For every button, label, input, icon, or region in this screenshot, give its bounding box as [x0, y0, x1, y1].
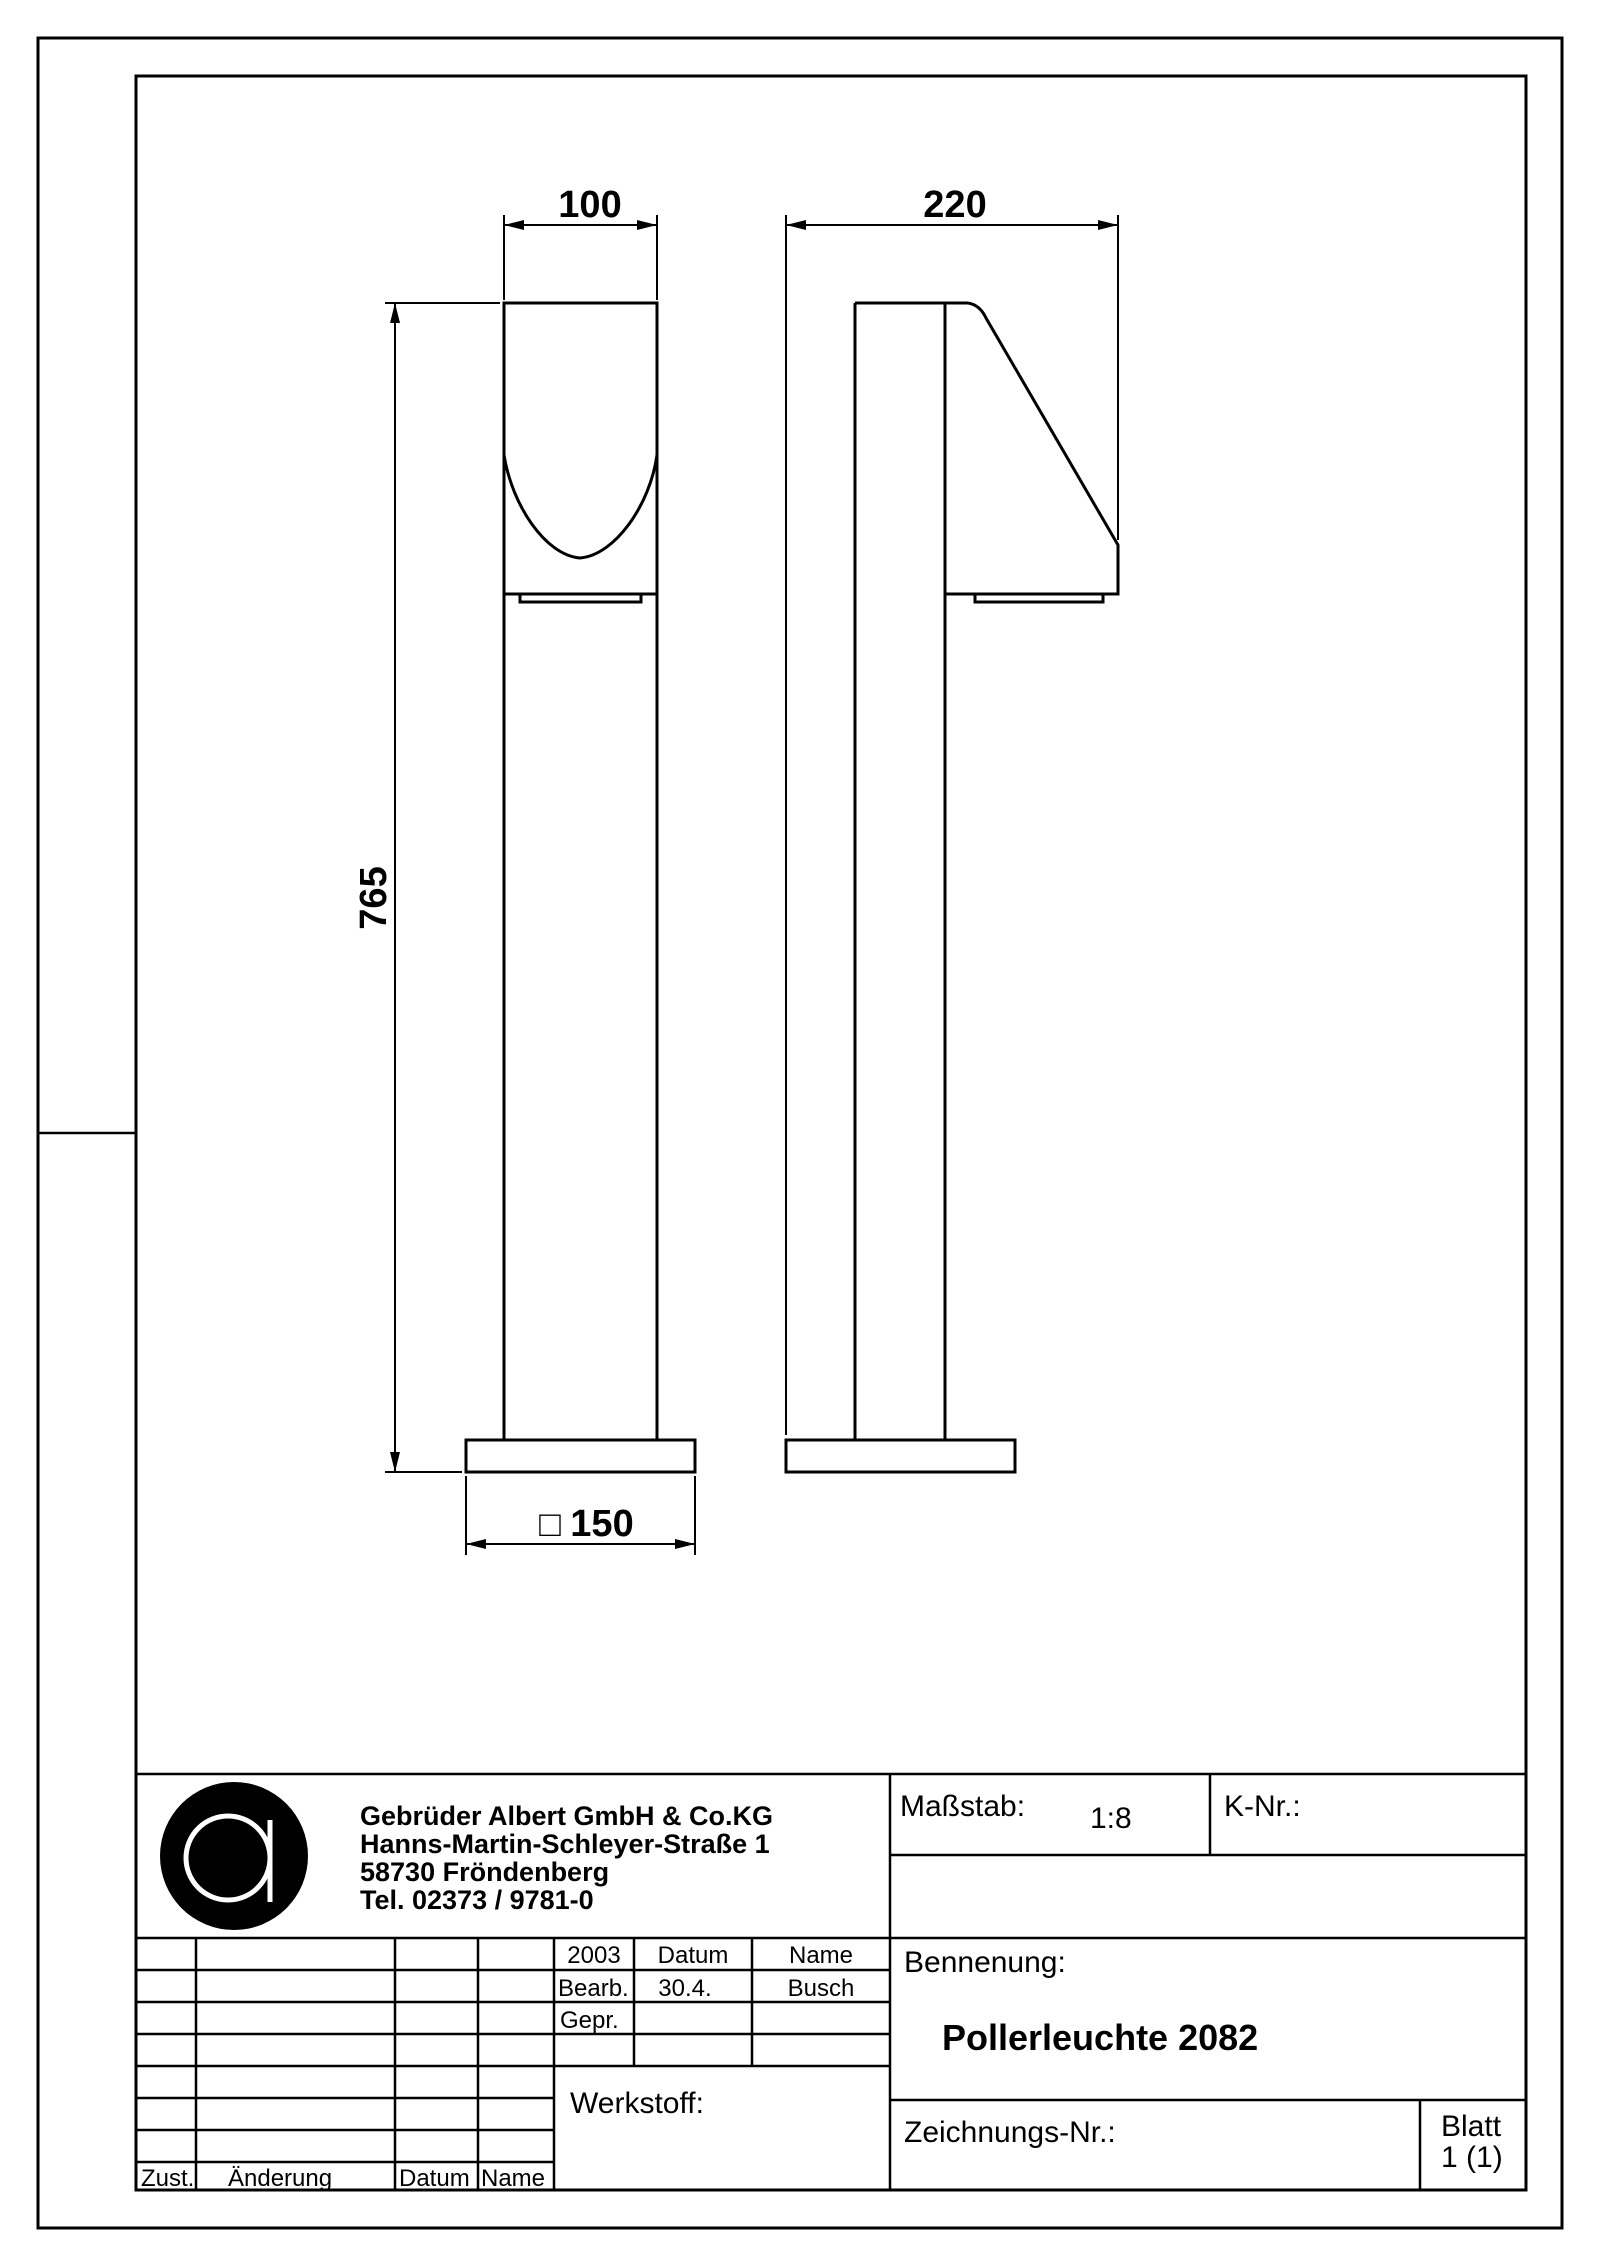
front-head-bottom-plate: [520, 594, 641, 602]
rev-aenderung: Änderung: [228, 2165, 333, 2192]
front-lens-cutout: [504, 455, 657, 558]
side-view: [786, 303, 1118, 1472]
zeichnungs-label: Zeichnungs-Nr.:: [904, 2116, 1116, 2149]
dim-height-label: 765: [353, 866, 395, 930]
company-street: Hanns-Martin-Schleyer-Straße 1: [360, 1829, 770, 1859]
dim-width-label: 100: [558, 184, 622, 226]
company-phone: Tel. 02373 / 9781-0: [360, 1885, 594, 1915]
side-head-bottom-plate: [975, 594, 1103, 602]
front-view: [466, 303, 695, 1472]
bearb-date: 30.4.: [658, 1975, 712, 2002]
werkstoff-label: Werkstoff:: [570, 2087, 704, 2120]
datum-header: Datum: [657, 1942, 729, 1969]
dimension-lines: [385, 215, 1118, 1555]
company-logo: [160, 1782, 308, 1930]
company-city: 58730 Fröndenberg: [360, 1857, 610, 1887]
rev-zust: Zust.: [141, 2165, 195, 2192]
dim-base-label: 150: [570, 1503, 634, 1545]
knr-label: K-Nr.:: [1224, 1790, 1301, 1823]
name-header: Name: [788, 1942, 854, 1969]
front-base-plate: [466, 1440, 695, 1472]
rev-name: Name: [481, 2165, 546, 2192]
side-head-slope: [945, 303, 1118, 594]
blatt-label: Blatt: [1441, 2110, 1502, 2143]
dim-depth-label: 220: [923, 184, 987, 226]
bearb-label: Bearb.: [558, 1975, 629, 2002]
year-cell: 2003: [567, 1942, 621, 1969]
bearb-name: Busch: [787, 1975, 855, 2002]
scale-label: Maßstab:: [900, 1790, 1026, 1823]
benennung-label: Bennenung:: [904, 1946, 1066, 1979]
blatt-value: 1 (1): [1441, 2141, 1503, 2174]
dim-base-symbol: □: [539, 1503, 561, 1544]
drawing-title: Pollerleuchte 2082: [942, 2017, 1259, 2058]
side-base-plate: [786, 1440, 1015, 1472]
inner-frame: [136, 76, 1526, 2190]
rev-datum: Datum: [399, 2165, 470, 2192]
scale-value: 1:8: [1090, 1802, 1132, 1835]
gepr-label: Gepr.: [560, 2007, 619, 2034]
front-lamp-head: [504, 303, 657, 594]
company-name: Gebrüder Albert GmbH & Co.KG: [360, 1801, 774, 1831]
